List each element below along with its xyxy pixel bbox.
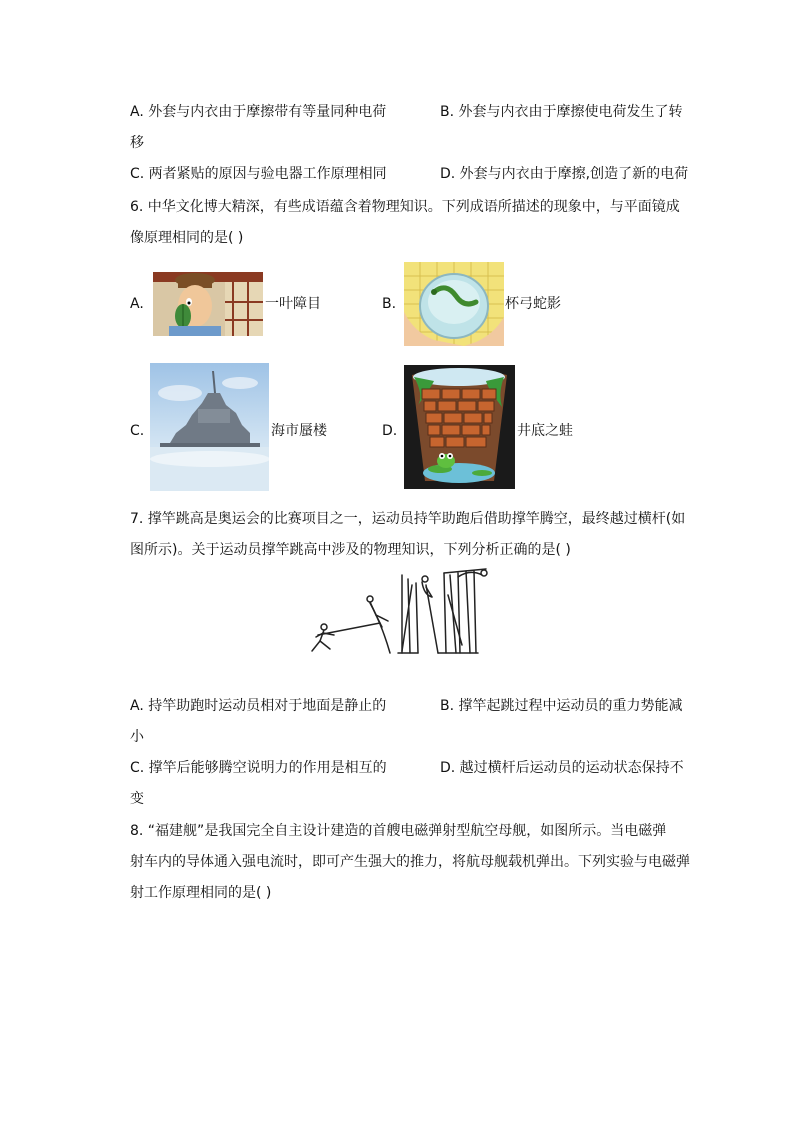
q6-option-b-letter: B. [382,296,397,312]
q7-stem-line1: 7. 撑竿跳高是奥运会的比赛项目之一，运动员持竿助跑后借助撑竿腾空，最终越过横杆(如 [130,511,686,527]
q6-option-a-text: 一叶障目 [265,296,321,312]
q7-option-b-continued: 小 [130,729,144,745]
q6-option-c-letter: C. [130,423,145,439]
q6-option-d-letter: D. [382,423,398,439]
q6-stem-line2: 像原理相同的是( ) [130,230,244,246]
q7-option-d: D. 越过横杆后运动员的运动状态保持不 [440,760,684,776]
q8-stem-line3: 射工作原理相同的是( ) [130,885,272,901]
q5-option-c: C. 两者紧贴的原因与验电器工作原理相同 [130,166,387,182]
q7-stem-line2: 图所示)。关于运动员撑竿跳高中涉及的物理知识，下列分析正确的是( ) [130,542,571,558]
q5-option-b: B. 外套与内衣由于摩擦使电荷发生了转 [440,104,683,120]
q7-option-c: C. 撑竿后能够腾空说明力的作用是相互的 [130,760,387,776]
q7-option-a: A. 持竿助跑时运动员相对于地面是静止的 [130,698,387,714]
q6-option-b-image [404,262,504,346]
q8-stem-line1: 8. “福建舰”是我国完全自主设计建造的首艘电磁弹射型航空母舰，如图所示。当电磁弹 [130,823,667,839]
q7-option-d-continued: 变 [130,791,144,807]
q7-pole-vault-figure [298,565,498,657]
q6-option-a-letter: A. [130,296,144,312]
q5-option-d: D. 外套与内衣由于摩擦,创造了新的电荷 [440,166,689,182]
q6-option-b-text: 杯弓蛇影 [505,296,561,312]
q6-option-d-text: 井底之蛙 [517,423,573,439]
q7-option-b: B. 撑竿起跳过程中运动员的重力势能减 [440,698,683,714]
q8-stem-line2: 射车内的导体通入强电流时，即可产生强大的推力，将航母舰载机弹出。下列实验与电磁弹 [130,854,690,870]
q5-option-b-continued: 移 [130,135,144,151]
q6-option-d-image [404,365,515,489]
q6-stem-line1: 6. 中华文化博大精深，有些成语蕴含着物理知识。下列成语所描述的现象中，与平面镜成 [130,199,680,215]
q6-option-a-image [153,272,263,336]
q5-option-a: A. 外套与内衣由于摩擦带有等量同种电荷 [130,104,387,120]
q6-option-c-text: 海市蜃楼 [271,423,327,439]
q6-option-c-image [150,363,269,491]
